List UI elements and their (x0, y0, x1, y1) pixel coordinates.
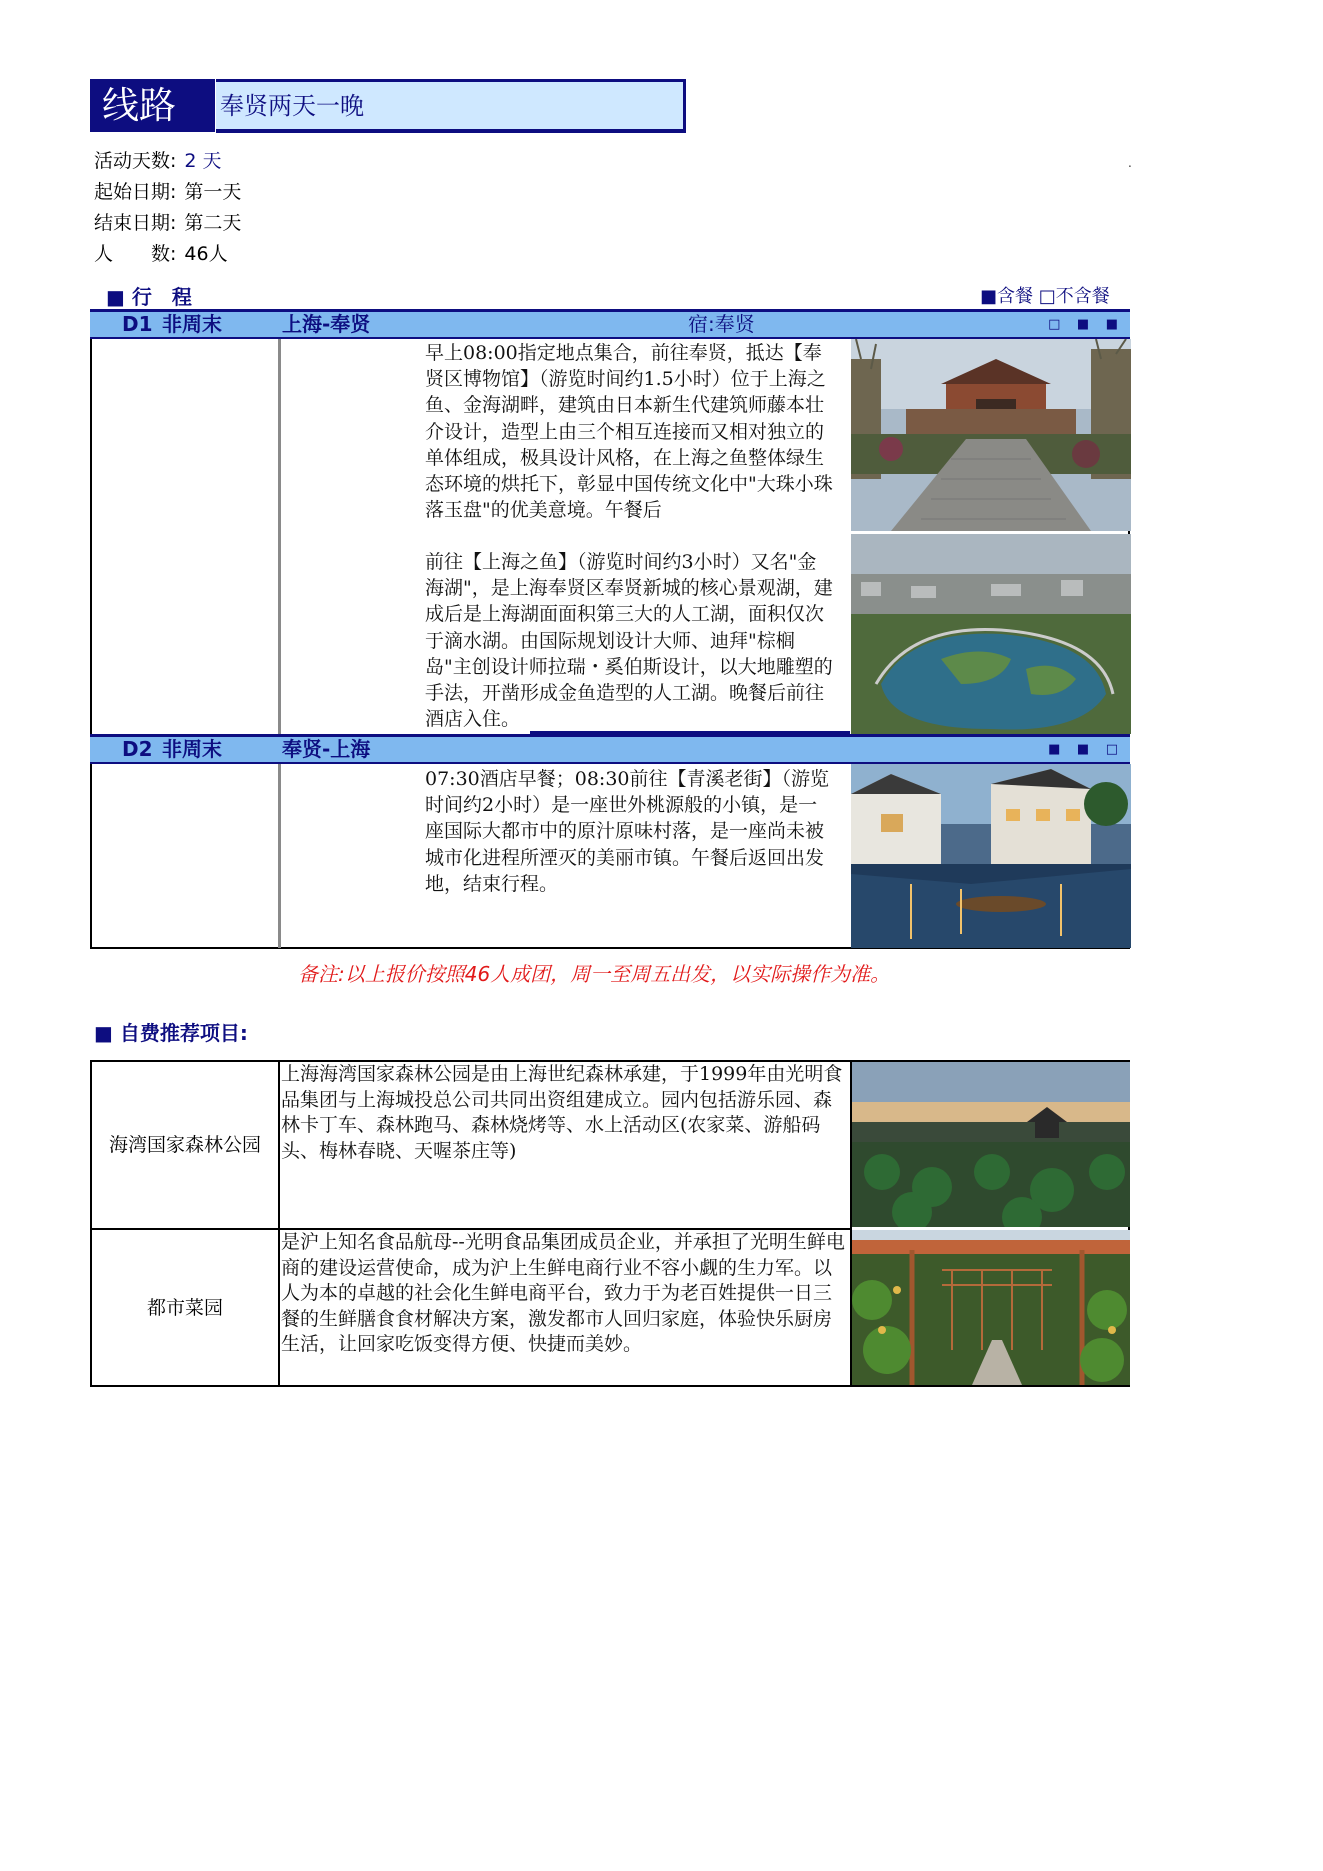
old-street-photo (851, 764, 1131, 948)
day2-daytype: 非周末 (162, 737, 222, 761)
day2-meals: ■ ■ □ (1048, 742, 1124, 757)
info-start (94, 177, 241, 207)
optional-item-2-name: 都市菜园 (146, 1297, 223, 1319)
optional-item-2-description: 是沪上知名食品航母--光明食品集团成员企业，并承担了光明生鲜电商的建设运营使命，成为沪上生鲜电商行业不容小觑的生力军。以人为本的卓越的社会化生鲜电商平台，致力于为老百姓提供一日三餐的生鲜膳食食材解决方案，激发都市人回归家庭，体验快乐厨房生活，让回家吃饭变得方便、快捷而美妙。 (281, 1231, 845, 1356)
route-label: 线路 (90, 79, 215, 132)
optional-item-1-name: 海湾国家森林公园 (108, 1134, 261, 1156)
route-title: 奉贤两天一晚 (216, 79, 686, 133)
stray-dot: . (1128, 156, 1132, 170)
info-end (94, 208, 241, 238)
info-people-key: 人 数: (94, 243, 177, 265)
day1-meals: □ ■ ■ (1048, 317, 1124, 332)
fish-lake-photo (851, 534, 1131, 734)
info-start-key: 起始日期: (94, 181, 177, 203)
info-days-key: 活动天数: (94, 150, 177, 172)
info-days (94, 146, 222, 176)
day2-divider (278, 764, 281, 948)
day1-description: 早上08:00指定地点集合，前往奉贤，抵达【奉贤区博物馆】（游览时间约1.5小时）位于上海之鱼、金海湖畔，建筑由日本新生代建筑师藤本壮介设计，造型上由三个相互连接而又相对独立的单体组成，极具设计风格，在上海之鱼整体绿生态环境的烘托下，彰显中国传统文化中"大珠小珠落玉盘"的优美意境。午餐后 (425, 342, 833, 522)
forest-park-photo (852, 1062, 1130, 1227)
info-people (94, 239, 228, 269)
day1-day: D1 (122, 312, 153, 336)
info-people-value: 46人 (184, 243, 228, 265)
day1-route: 上海-奉贤 (282, 312, 371, 336)
day1-divider (278, 339, 281, 734)
urban-garden-photo (852, 1230, 1130, 1385)
optional-divider (278, 1062, 280, 1385)
day2-description: 07:30酒店早餐；08:30前往【青溪老街】（游览时间约2小时）是一座世外桃源般的小镇，是一座国际大都市中的原汁原味村落，是一座尚未被城市化进程所湮灭的美丽市镇。午餐后返回出发地，结束行程。 (425, 768, 830, 895)
day1-band (90, 309, 1130, 339)
info-start-value: 第一天 (184, 181, 242, 203)
day2-day: D2 (122, 737, 153, 761)
info-days-value: 2 天 (184, 150, 222, 172)
museum-photo (851, 339, 1131, 531)
info-end-value: 第二天 (184, 212, 242, 234)
price-note: 备注:以上报价按照46人成团，周一至周五出发，以实际操作为准。 (298, 962, 891, 986)
meal-legend: ■含餐 □不含餐 (980, 286, 1110, 307)
info-end-key: 结束日期: (94, 212, 177, 234)
itinerary-title: ■ 行 程 (106, 285, 192, 309)
day2-band (90, 734, 1130, 764)
day1-daytype: 非周末 (162, 312, 222, 336)
optional-item-1-description: 上海海湾国家森林公园是由上海世纪森林承建，于1999年由光明食品集团与上海城投总公司共同出资组建成立。园内包括游乐园、森林卡丁车、森林跑马、森林烧烤等、水上活动区(农家菜、游船码头、梅林春晓、天喔茶庄等) (281, 1063, 843, 1162)
day2-route: 奉贤-上海 (282, 737, 371, 761)
day1-lodging: 宿:奉贤 (688, 312, 755, 336)
optional-title: ■ 自费推荐项目: (94, 1021, 248, 1045)
day1-description-2: 前往【上海之鱼】（游览时间约3小时）又名"金海湖"，是上海奉贤区奉贤新城的核心景观湖，建成后是上海湖面面积第三大的人工湖，面积仅次于滴水湖。由国际规划设计大师、迪拜"棕榈岛"主创设计师拉瑞・奚伯斯设计，以大地雕塑的手法，开凿形成金鱼造型的人工湖。晚餐后前往酒店入住。 (425, 551, 833, 731)
